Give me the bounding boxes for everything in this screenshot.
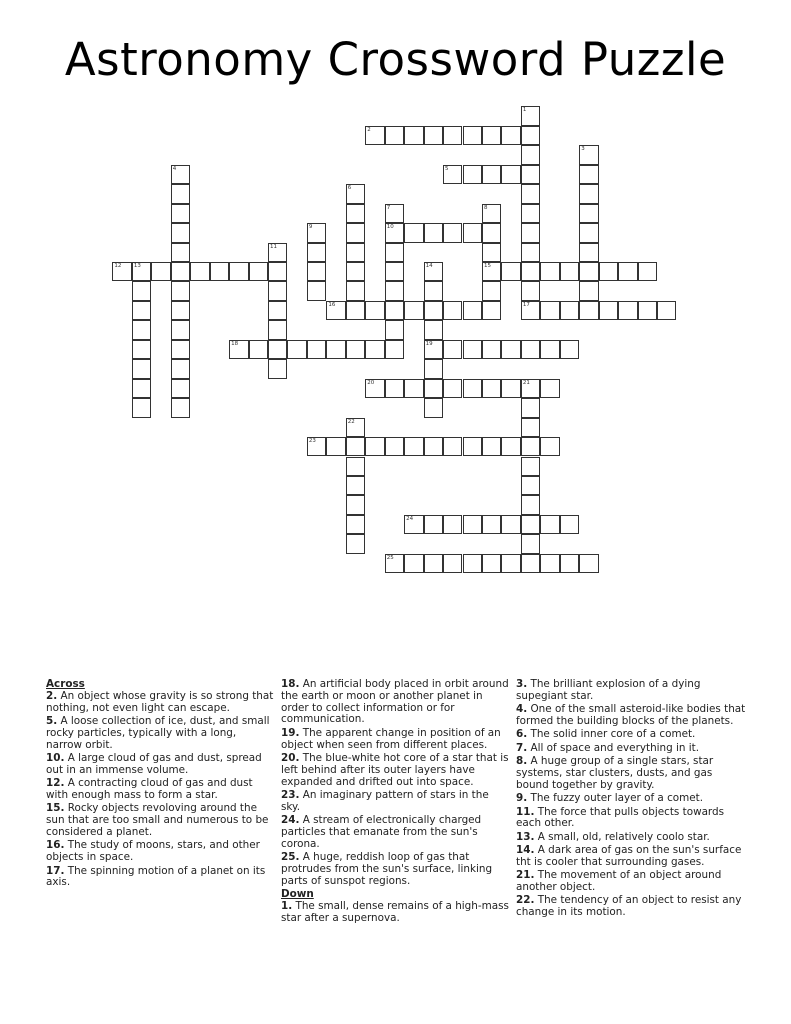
clue-down-4: 4. One of the small asteroid-like bodies that formed the building blocks of the planets. [516, 703, 746, 727]
grid-cell[interactable] [501, 126, 520, 145]
grid-cell[interactable] [579, 281, 598, 300]
clue-across-10: 10. A large cloud of gas and dust, spread out in an immense volume. [46, 751, 262, 776]
grid-cell[interactable] [171, 243, 190, 262]
clue-number: 18 [231, 340, 239, 347]
grid-cell[interactable] [268, 340, 287, 359]
grid-cell[interactable] [579, 243, 598, 262]
grid-cell[interactable] [482, 379, 501, 398]
clue-down-6: 6. The solid inner core of a comet. [516, 728, 696, 741]
clue-across-2: 2. An object whose gravity is so strong that nothing, not even light can escape. [46, 689, 274, 714]
grid-cell[interactable] [404, 126, 423, 145]
grid-cell[interactable] [424, 437, 443, 456]
clue-number: 20 [367, 379, 375, 386]
clue-number: 24 [406, 515, 414, 522]
clue-number: 6 [347, 185, 352, 192]
grid-cell[interactable] [424, 515, 443, 534]
grid-cell[interactable] [579, 554, 598, 573]
grid-cell[interactable] [171, 301, 190, 320]
grid-cell[interactable] [424, 281, 443, 300]
grid-cell[interactable] [482, 223, 501, 242]
grid-cell[interactable] [424, 379, 443, 398]
clue-number: 11 [270, 243, 277, 250]
grid-cell[interactable] [210, 262, 229, 281]
grid-cell[interactable] [385, 223, 404, 242]
grid-cell[interactable] [521, 165, 540, 184]
grid-cell[interactable] [385, 126, 404, 145]
grid-cell[interactable] [307, 281, 326, 300]
grid-cell[interactable] [463, 223, 482, 242]
grid-cell[interactable] [579, 165, 598, 184]
clue-down-13: 13. A small, old, relatively coolo star. [516, 830, 710, 843]
clue-number: 2 [367, 126, 371, 133]
crossword-grid [113, 107, 713, 587]
grid-cell[interactable] [463, 379, 482, 398]
grid-cell[interactable] [190, 262, 209, 281]
grid-cell[interactable] [424, 301, 443, 320]
grid-cell[interactable] [346, 223, 365, 242]
clue-down-8: 8. A huge group of a single stars, star systems, star clusters, dusts, and gas bound together by gravity. [516, 755, 714, 791]
grid-cell[interactable] [521, 398, 540, 417]
grid-cell[interactable] [307, 437, 326, 456]
clue-number: 9 [308, 224, 313, 231]
grid-cell[interactable] [521, 534, 540, 553]
grid-cell[interactable] [521, 495, 540, 514]
grid-cell[interactable] [229, 340, 248, 359]
grid-cell[interactable] [501, 437, 520, 456]
grid-cell[interactable] [521, 457, 540, 476]
grid-cell[interactable] [521, 418, 540, 437]
clue-number: 4 [172, 165, 177, 172]
grid-cell[interactable] [385, 554, 404, 573]
grid-cell[interactable] [579, 262, 598, 281]
grid-cell[interactable] [521, 184, 540, 203]
clue-across-23: 23. An imaginary pattern of stars in the sky. [281, 788, 489, 813]
grid-cell[interactable] [249, 340, 268, 359]
clue-number: 8 [483, 204, 488, 211]
grid-cell[interactable] [521, 126, 540, 145]
clue-across-24: 24. A stream of electronically charged particles that emanate from the sun's corona. [281, 814, 482, 850]
grid-cell[interactable] [171, 379, 190, 398]
grid-cell[interactable] [385, 379, 404, 398]
grid-cell[interactable] [540, 437, 559, 456]
grid-cell[interactable] [521, 204, 540, 223]
clue-down-1: 1. The small, dense remains of a high-mass star after a supernova. [281, 899, 509, 924]
down-header: Down [281, 888, 314, 901]
grid-cell[interactable] [385, 437, 404, 456]
grid-cell[interactable] [501, 340, 520, 359]
grid-cell[interactable] [404, 301, 423, 320]
grid-cell[interactable] [404, 223, 423, 242]
grid-cell[interactable] [346, 340, 365, 359]
clue-across-18: 18. An artificial body placed in orbit around the earth or moon or another planet in order to collect information or for communication. [281, 678, 509, 726]
grid-cell[interactable] [346, 495, 365, 514]
grid-cell[interactable] [132, 359, 151, 378]
clue-number: 13 [133, 263, 141, 269]
grid-cell[interactable] [443, 379, 462, 398]
clue-number: 23 [308, 438, 316, 445]
grid-cell[interactable] [482, 281, 501, 300]
grid-cell[interactable] [424, 554, 443, 573]
grid-cell[interactable] [501, 515, 520, 534]
grid-cell[interactable] [346, 457, 365, 476]
grid-cell[interactable] [132, 340, 151, 359]
clue-number: 1 [522, 107, 527, 114]
grid-cell[interactable] [443, 515, 462, 534]
grid-cell[interactable] [171, 165, 190, 184]
clue-down-11: 11. The force that pulls objects towards each other. [516, 805, 725, 830]
grid-cell[interactable] [463, 554, 482, 573]
grid-cell[interactable] [404, 554, 423, 573]
grid-cell[interactable] [424, 359, 443, 378]
grid-cell[interactable] [463, 340, 482, 359]
grid-cell[interactable] [560, 554, 579, 573]
grid-cell[interactable] [365, 301, 384, 320]
grid-cell[interactable] [404, 379, 423, 398]
grid-cell[interactable] [171, 184, 190, 203]
grid-cell[interactable] [638, 301, 657, 320]
grid-cell[interactable] [482, 204, 501, 223]
page-title: Astronomy Crossword Puzzle [64, 33, 727, 86]
grid-cell[interactable] [521, 243, 540, 262]
grid-cell[interactable] [482, 262, 501, 281]
grid-cell[interactable] [268, 301, 287, 320]
grid-cell[interactable] [501, 165, 520, 184]
grid-cell[interactable] [385, 301, 404, 320]
clue-number: 21 [522, 379, 530, 386]
across-header: Across [46, 678, 85, 690]
grid-cell[interactable] [326, 301, 345, 320]
grid-cell[interactable] [385, 281, 404, 300]
grid-cell[interactable] [346, 515, 365, 534]
grid-cell[interactable] [463, 165, 482, 184]
grid-cell[interactable] [463, 437, 482, 456]
clue-across-5: 5. A loose collection of ice, dust, and small rocky particles, typically with a long, narrow orbit. [46, 714, 270, 751]
grid-cell[interactable] [365, 126, 384, 145]
grid-cell[interactable] [521, 281, 540, 300]
grid-cell[interactable] [385, 243, 404, 262]
grid-cell[interactable] [540, 340, 559, 359]
grid-cell[interactable] [385, 204, 404, 223]
grid-cell[interactable] [521, 223, 540, 242]
grid-cell[interactable] [365, 379, 384, 398]
grid-cell[interactable] [482, 301, 501, 320]
grid-cell[interactable] [424, 340, 443, 359]
grid-cell[interactable] [443, 437, 462, 456]
grid-cell[interactable] [249, 262, 268, 281]
grid-cell[interactable] [540, 515, 559, 534]
grid-cell[interactable] [346, 418, 365, 437]
grid-cell[interactable] [268, 243, 287, 262]
grid-cell[interactable] [132, 301, 151, 320]
grid-cell[interactable] [521, 554, 540, 573]
grid-cell[interactable] [132, 320, 151, 339]
clues-column-2 [281, 679, 511, 926]
grid-cell[interactable] [307, 243, 326, 262]
clue-number: 5 [445, 165, 449, 172]
clue-number: 17 [522, 301, 530, 308]
grid-cell[interactable] [482, 554, 501, 573]
grid-cell[interactable] [443, 554, 462, 573]
grid-cell[interactable] [424, 262, 443, 281]
clue-number: 3 [581, 146, 585, 153]
grid-cell[interactable] [171, 223, 190, 242]
grid-cell[interactable] [482, 515, 501, 534]
grid-cell[interactable] [579, 301, 598, 320]
clue-across-25: 25. A huge, reddish loop of gas that protrudes from the sun's surface, linking parts of sunspot regions. [281, 851, 493, 887]
grid-cell[interactable] [151, 262, 170, 281]
grid-cell[interactable] [482, 340, 501, 359]
grid-cell[interactable] [501, 554, 520, 573]
grid-cell[interactable] [346, 262, 365, 281]
clue-number: 22 [347, 418, 355, 425]
grid-cell[interactable] [365, 437, 384, 456]
clue-down-3: 3. The brilliant explosion of a dying supegiant star. [516, 678, 701, 702]
grid-cell[interactable] [521, 145, 540, 164]
grid-cell[interactable] [171, 204, 190, 223]
grid-cell[interactable] [482, 437, 501, 456]
grid-cell[interactable] [521, 379, 540, 398]
grid-cell[interactable] [560, 340, 579, 359]
grid-cell[interactable] [443, 165, 462, 184]
grid-cell[interactable] [385, 340, 404, 359]
grid-cell[interactable] [287, 340, 306, 359]
grid-cell[interactable] [171, 320, 190, 339]
grid-cell[interactable] [501, 262, 520, 281]
grid-cell[interactable] [579, 184, 598, 203]
grid-cell[interactable] [424, 126, 443, 145]
grid-cell[interactable] [385, 320, 404, 339]
grid-cell[interactable] [521, 437, 540, 456]
clue-down-7: 7. All of space and everything in it. [516, 741, 700, 754]
grid-cell[interactable] [482, 126, 501, 145]
clue-number: 15 [483, 263, 491, 269]
grid-cell[interactable] [443, 340, 462, 359]
clue-across-15: 15. Rocky objects revoloving around the sun that are too small and numerous to be considered a planet. [46, 802, 269, 838]
clues-column-3 [516, 679, 748, 921]
grid-cell[interactable] [540, 262, 559, 281]
grid-cell[interactable] [404, 437, 423, 456]
grid-cell[interactable] [443, 126, 462, 145]
grid-cell[interactable] [112, 262, 131, 281]
grid-cell[interactable] [618, 262, 637, 281]
grid-cell[interactable] [463, 126, 482, 145]
grid-cell[interactable] [346, 184, 365, 203]
grid-cell[interactable] [424, 320, 443, 339]
grid-cell[interactable] [307, 262, 326, 281]
grid-cell[interactable] [171, 281, 190, 300]
grid-cell[interactable] [540, 554, 559, 573]
grid-cell[interactable] [132, 262, 151, 281]
grid-cell[interactable] [326, 340, 345, 359]
clue-number: 25 [386, 554, 394, 561]
grid-cell[interactable] [346, 281, 365, 300]
grid-cell[interactable] [346, 534, 365, 553]
grid-cell[interactable] [346, 301, 365, 320]
grid-cell[interactable] [424, 398, 443, 417]
clue-across-16: 16. The study of moons, stars, and other objects in space. [46, 839, 260, 864]
clue-across-19: 19. The apparent change in position of an object when seen from different places. [281, 726, 501, 751]
grid-cell[interactable] [579, 204, 598, 223]
grid-cell[interactable] [521, 476, 540, 495]
grid-cell[interactable] [229, 262, 248, 281]
grid-cell[interactable] [560, 515, 579, 534]
grid-cell[interactable] [521, 106, 540, 125]
grid-cell[interactable] [132, 379, 151, 398]
clue-down-22: 22. The tendency of an object to resist any change in its motion. [516, 894, 742, 919]
clue-number: 16 [328, 301, 336, 308]
grid-cell[interactable] [463, 515, 482, 534]
grid-cell[interactable] [463, 301, 482, 320]
grid-cell[interactable] [521, 262, 540, 281]
grid-cell[interactable] [599, 301, 618, 320]
grid-cell[interactable] [404, 515, 423, 534]
clue-number: 7 [386, 204, 391, 211]
grid-cell[interactable] [326, 437, 345, 456]
clue-down-14: 14. A dark area of gas on the sun's surface tht is cooler that surrounding gases. [516, 844, 742, 868]
grid-cell[interactable] [385, 262, 404, 281]
grid-cell[interactable] [346, 437, 365, 456]
grid-cell[interactable] [171, 398, 190, 417]
grid-cell[interactable] [540, 379, 559, 398]
grid-cell[interactable] [268, 281, 287, 300]
grid-cell[interactable] [443, 301, 462, 320]
grid-cell[interactable] [560, 262, 579, 281]
clue-down-9: 9. The fuzzy outer layer of a comet. [516, 792, 704, 805]
grid-cell[interactable] [560, 301, 579, 320]
grid-cell[interactable] [618, 301, 637, 320]
grid-cell[interactable] [171, 340, 190, 359]
grid-cell[interactable] [365, 340, 384, 359]
grid-cell[interactable] [346, 476, 365, 495]
grid-cell[interactable] [132, 398, 151, 417]
grid-cell[interactable] [171, 262, 190, 281]
clue-number: 12 [114, 263, 122, 269]
grid-cell[interactable] [657, 301, 676, 320]
grid-cell[interactable] [501, 379, 520, 398]
grid-cell[interactable] [482, 243, 501, 262]
grid-cell[interactable] [540, 301, 559, 320]
grid-cell[interactable] [638, 262, 657, 281]
clue-number: 19 [425, 340, 433, 347]
clue-down-21: 21. The movement of an object around another object. [516, 869, 722, 894]
grid-cell[interactable] [599, 262, 618, 281]
clue-across-20: 20. The blue-white hot core of a star that is left behind after its outer layers have expanded and drifted out into space. [281, 751, 509, 788]
clue-number: 10 [386, 224, 394, 231]
grid-cell[interactable] [171, 359, 190, 378]
grid-cell[interactable] [346, 204, 365, 223]
clue-across-12: 12. A contracting cloud of gas and dust with enough mass to form a star. [46, 777, 253, 801]
grid-cell[interactable] [268, 359, 287, 378]
grid-cell[interactable] [132, 281, 151, 300]
grid-cell[interactable] [307, 223, 326, 242]
clues-column-1 [46, 679, 274, 891]
grid-cell[interactable] [521, 301, 540, 320]
clue-across-17: 17. The spinning motion of a planet on its axis. [46, 864, 266, 889]
grid-cell[interactable] [521, 515, 540, 534]
grid-cell[interactable] [268, 262, 287, 281]
grid-cell[interactable] [443, 223, 462, 242]
grid-cell[interactable] [579, 145, 598, 164]
grid-cell[interactable] [521, 340, 540, 359]
grid-cell[interactable] [307, 340, 326, 359]
grid-cell[interactable] [268, 320, 287, 339]
grid-cell[interactable] [579, 223, 598, 242]
clue-number: 14 [425, 263, 433, 269]
grid-cell[interactable] [346, 243, 365, 262]
grid-cell[interactable] [482, 165, 501, 184]
grid-cell[interactable] [424, 223, 443, 242]
